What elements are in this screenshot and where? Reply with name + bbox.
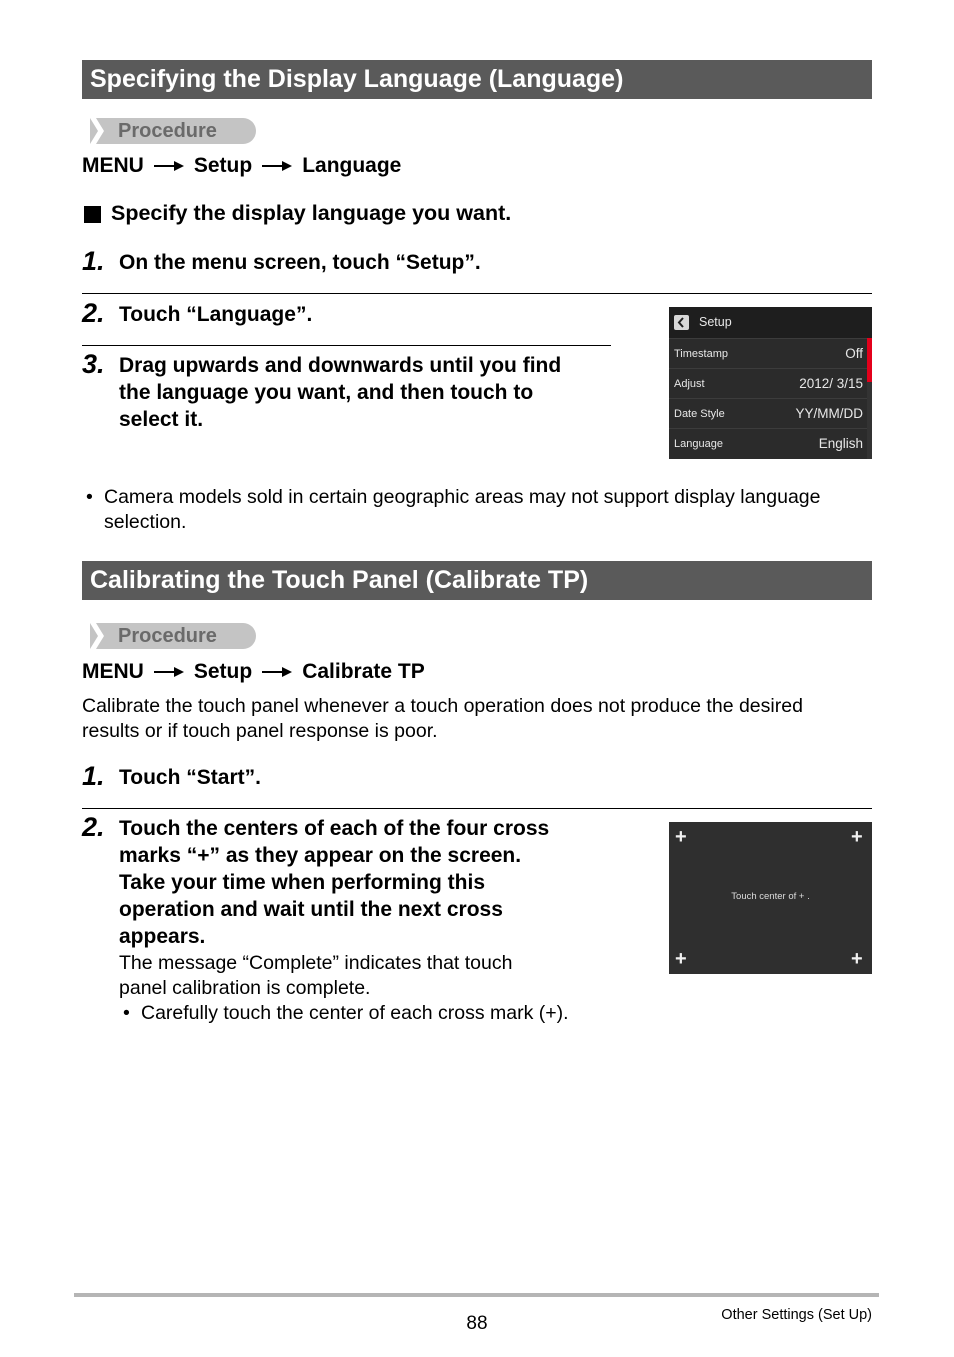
cross-mark-icon: + [675,948,687,970]
footer-rule [74,1293,879,1297]
step-number: 1. [82,761,105,791]
procedure-chevron-icon [82,118,112,144]
menu-path-item: MENU [82,660,144,683]
scrollbar [867,338,872,459]
procedure-tag [82,118,256,144]
menu-path [82,154,401,178]
divider [82,345,611,346]
cross-mark-icon: + [675,826,687,848]
calibration-screen [669,822,872,974]
menu-path-item: Setup [193,154,253,177]
calibration-message: Touch center of + . [731,891,810,902]
section-title-language: Specifying the Display Language (Language) [82,60,872,99]
setting-row: Adjust 2012/ 3/15 [669,368,867,399]
camera-setup-screen [669,307,872,459]
menu-path-item: Setup [193,660,253,683]
arrow-right-icon [154,660,184,684]
bullet-dot: • [123,1002,130,1024]
arrow-right-icon [262,154,292,178]
step-text: On the menu screen, touch “Setup”. [119,251,481,274]
square-bullet-icon [84,206,101,223]
divider [82,808,872,809]
menu-path [82,660,425,684]
divider [82,293,872,294]
setting-row: Date Style YY/MM/DD [669,398,867,429]
step-number: 2. [82,298,105,328]
procedure-tag [82,623,256,649]
bullet-text: Carefully touch the center of each cross mark (+). [141,1002,569,1024]
step-text: Touch “Language”. [119,303,313,326]
arrow-right-icon [154,154,184,178]
step-body-text: The message “Complete” indicates that touch panel calibration is complete. [119,952,513,999]
page-number: 88 [466,1313,488,1334]
scrollbar-thumb [867,338,872,382]
step-text: Touch the centers of each of the four cross marks “+” as they appear on the screen. Take your time when performing this operation and wait until the next cross appears. [119,817,550,948]
menu-path-item: MENU [82,154,144,177]
screen-header [669,307,872,338]
back-icon [674,315,689,330]
step-number: 2. [82,812,105,842]
step-number: 1. [82,246,105,276]
subheading: Specify the display language you want. [111,201,512,225]
step-number: 3. [82,349,105,379]
setting-row: Language English [669,428,867,459]
bullet-dot: • [86,486,93,508]
cross-mark-icon: + [851,826,863,848]
footer-section-label: Other Settings (Set Up) [721,1307,872,1323]
step-text: Touch “Start”. [119,766,261,789]
procedure-label: Procedure [118,120,217,142]
cross-mark-icon: + [851,948,863,970]
setting-row: Timestamp Off [669,338,867,369]
procedure-label: Procedure [118,625,217,647]
screen-title: Setup [699,315,732,329]
section-title-calibrate: Calibrating the Touch Panel (Calibrate TP) [82,561,872,600]
arrow-right-icon [262,660,292,684]
intro-text: Calibrate the touch panel whenever a touch operation does not produce the desired results or if touch panel response is poor. [82,695,803,742]
step-text: Drag upwards and downwards until you find the language you want, and then touch to select it. [119,354,562,431]
note-text: Camera models sold in certain geographic areas may not support display language selection. [104,486,821,533]
procedure-chevron-icon [82,623,112,649]
menu-path-item: Calibrate TP [302,660,425,683]
menu-path-item: Language [302,154,402,177]
